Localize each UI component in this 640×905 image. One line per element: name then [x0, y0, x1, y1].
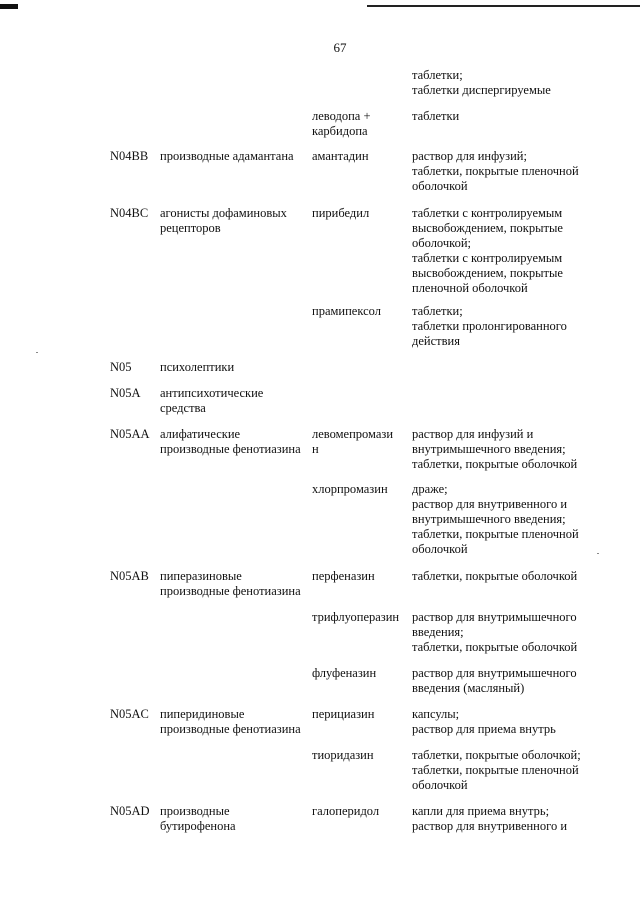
dosage-forms: таблетки; таблетки диспергируемые [412, 68, 551, 97]
atc-group-name: производные адамантана [160, 149, 294, 163]
dosage-forms: капли для приема внутрь; раствор для внутривенного и [412, 804, 568, 833]
dosage-forms: раствор для инфузий и внутримышечного введения; таблетки, покрытые оболочкой [412, 427, 578, 471]
atc-code: N05AA [110, 427, 150, 441]
atc-code: N04BB [110, 149, 149, 163]
drug-name: левомепромази н [312, 427, 394, 456]
drug-name: трифлуоперазин [312, 610, 400, 624]
dosage-forms: таблетки, покрытые оболочкой [412, 569, 578, 583]
atc-group-name: пиперазиновые производные фенотиазина [160, 569, 301, 598]
drug-name: хлорпромазин [312, 482, 388, 496]
dosage-forms: таблетки [412, 109, 460, 123]
atc-code: N05AD [110, 804, 150, 818]
drug-name: флуфеназин [312, 666, 377, 680]
atc-group-name: алифатические производные фенотиазина [160, 427, 301, 456]
drug-name: пирибедил [312, 206, 370, 220]
drug-name: прамипексол [312, 304, 381, 318]
atc-group-name: психолептики [160, 360, 235, 374]
scan-mark-top-left [0, 4, 18, 9]
drug-name: перфеназин [312, 569, 375, 583]
dosage-forms: капсулы; раствор для приема внутрь [412, 707, 556, 736]
scan-line-top-right [367, 5, 640, 7]
dosage-forms: раствор для инфузий; таблетки, покрытые пленочной оболочкой [412, 149, 579, 193]
drug-name: леводопа + карбидопа [312, 109, 371, 138]
drug-name: амантадин [312, 149, 369, 163]
atc-code: N04BC [110, 206, 149, 220]
page-number: 67 [333, 40, 347, 55]
atc-group-name: антипсихотические средства [160, 386, 264, 415]
atc-code: N05AC [110, 707, 149, 721]
dosage-forms: раствор для внутримышечного введения (масляный) [412, 666, 577, 695]
drug-name: галоперидол [312, 804, 380, 818]
atc-code: N05AB [110, 569, 149, 583]
scan-speck [36, 352, 38, 353]
dosage-forms: драже; раствор для внутривенного и внутримышечного введения; таблетки, покрытые пленочной оболочкой [412, 482, 579, 556]
atc-code: N05 [110, 360, 132, 374]
atc-code: N05A [110, 386, 141, 400]
dosage-forms: таблетки; таблетки пролонгированного действия [412, 304, 567, 348]
drug-name: тиоридазин [312, 748, 374, 762]
dosage-forms: раствор для внутримышечного введения; таблетки, покрытые оболочкой [412, 610, 578, 654]
drug-name: перициазин [312, 707, 375, 721]
dosage-forms: таблетки с контролируемым высвобождением, покрытые оболочкой; таблетки с контролируемым высвобождением, покрытые пленочной оболочкой [412, 206, 563, 295]
dosage-forms: таблетки, покрытые оболочкой; таблетки, покрытые пленочной оболочкой [412, 748, 581, 792]
atc-group-name: производные бутирофенона [160, 804, 236, 833]
atc-group-name: агонисты дофаминовых рецепторов [160, 206, 287, 235]
atc-group-name: пиперидиновые производные фенотиазина [160, 707, 301, 736]
